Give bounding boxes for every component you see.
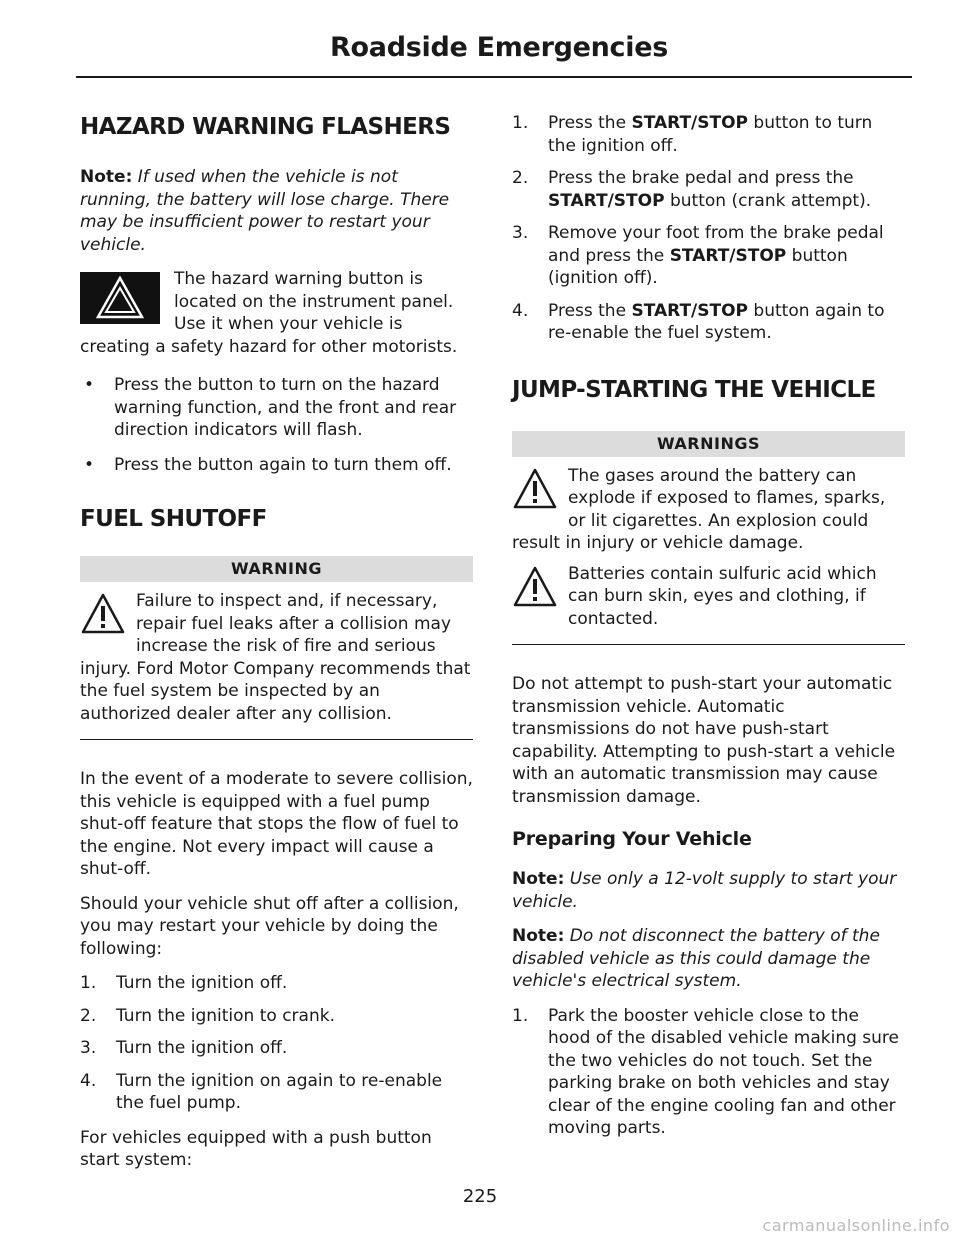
jump-note-2: Note: Do not disconnect the battery of the disabled vehicle as this could damage the vehicle's electrical system. <box>512 926 880 991</box>
right-column <box>512 112 905 1152</box>
fuel-para-2: Should your vehicle shut off after a collision, you may restart your vehicle by doing the following: <box>80 893 459 959</box>
header-divider <box>76 76 912 78</box>
jump-start-heading: JUMP-STARTING THE VEHICLE <box>512 376 876 403</box>
fuel-steps <box>80 972 473 1115</box>
warning-triangle-icon <box>512 467 558 511</box>
hazard-icon-text: The hazard warning button is located on the instrument panel. Use it when your vehicle is creating a safety hazard for other motorists. <box>80 269 458 357</box>
hazard-heading: HAZARD WARNING FLASHERS <box>80 114 451 140</box>
fuel-para-3: For vehicles equipped with a push button start system: <box>80 1127 432 1170</box>
jump-para-1: Do not attempt to push-start your automatic transmission vehicle. Automatic transmissions do not have push-start capability. Attempting to push-start a vehicle with an automatic transmission may cause transmission damage. <box>512 674 896 807</box>
fuel-warning <box>80 590 473 725</box>
left-column <box>80 112 473 1184</box>
warning-triangle-icon <box>512 565 558 609</box>
warning-divider <box>80 739 473 740</box>
page-header-title: Roadside Emergencies <box>330 32 668 63</box>
warnings-banner: WARNINGS <box>512 431 905 457</box>
fuel-warning-text: Failure to inspect and, if necessary, repair fuel leaks after a collision may increase the risk of fire and serious injury. Ford Motor Company recommends that the fuel system be inspected by an authorized dealer after any collision. <box>80 591 471 724</box>
note-text: If used when the vehicle is not running, the battery will lose charge. There may be insufficient power to restart your vehicle. <box>80 167 450 255</box>
list-item: 3. Turn the ignition off. <box>80 1038 288 1058</box>
note-label: Note: <box>80 167 133 187</box>
hazard-warning-icon <box>80 272 160 324</box>
jump-steps <box>512 1005 905 1140</box>
jump-warning-1: The gases around the battery can explode if exposed to flames, sparks, or lit cigarettes. An explosion could result in injury or vehicle damage. <box>512 465 886 553</box>
list-item: • Press the button again to turn them off. <box>84 454 452 475</box>
warning-divider <box>512 644 905 645</box>
list-item: 1. Turn the ignition off. <box>80 973 288 993</box>
jump-warning-2: Batteries contain sulfuric acid which can burn skin, eyes and clothing, if contacted. <box>512 563 905 631</box>
list-item: 4. Press the START/STOP button again to re-enable the fuel system. <box>512 300 885 343</box>
list-item: 2. Press the brake pedal and press the START/STOP button (crank attempt). <box>512 168 872 211</box>
hazard-note <box>80 166 473 256</box>
warning-banner: WARNING <box>80 556 473 582</box>
list-item: • Press the button to turn on the hazard warning function, and the front and rear direction indicators will flash. <box>84 375 457 440</box>
preparing-subheading: Preparing Your Vehicle <box>512 828 752 850</box>
push-button-steps <box>512 112 905 345</box>
hazard-icon-block <box>80 268 473 358</box>
fuel-para-1: In the event of a moderate to severe collision, this vehicle is equipped with a fuel pump shut-off feature that stops the flow of fuel to the engine. Not every impact will cause a shut-off. <box>80 769 473 879</box>
list-item: 1. Press the START/STOP button to turn the ignition off. <box>512 113 873 156</box>
page-number: 225 <box>462 1186 498 1207</box>
list-item: 1. Park the booster vehicle close to the hood of the disabled vehicle making sure the two vehicles do not touch. Set the parking brake on both vehicles and stay clear of the engine cooling fan and other moving parts. <box>512 1005 899 1138</box>
list-item: 3. Remove your foot from the brake pedal and press the START/STOP button (ignition off). <box>512 223 884 288</box>
jump-note-1: Note: Use only a 12-volt supply to start your vehicle. <box>512 869 897 912</box>
hazard-bullets <box>80 374 473 476</box>
fuel-shutoff-heading: FUEL SHUTOFF <box>80 506 267 532</box>
list-item: 4. Turn the ignition on again to re-enable the fuel pump. <box>80 1070 443 1113</box>
watermark: carmanualsonline.info <box>762 1216 950 1235</box>
list-item: 2. Turn the ignition to crank. <box>80 1005 335 1026</box>
warning-triangle-icon <box>80 592 126 636</box>
